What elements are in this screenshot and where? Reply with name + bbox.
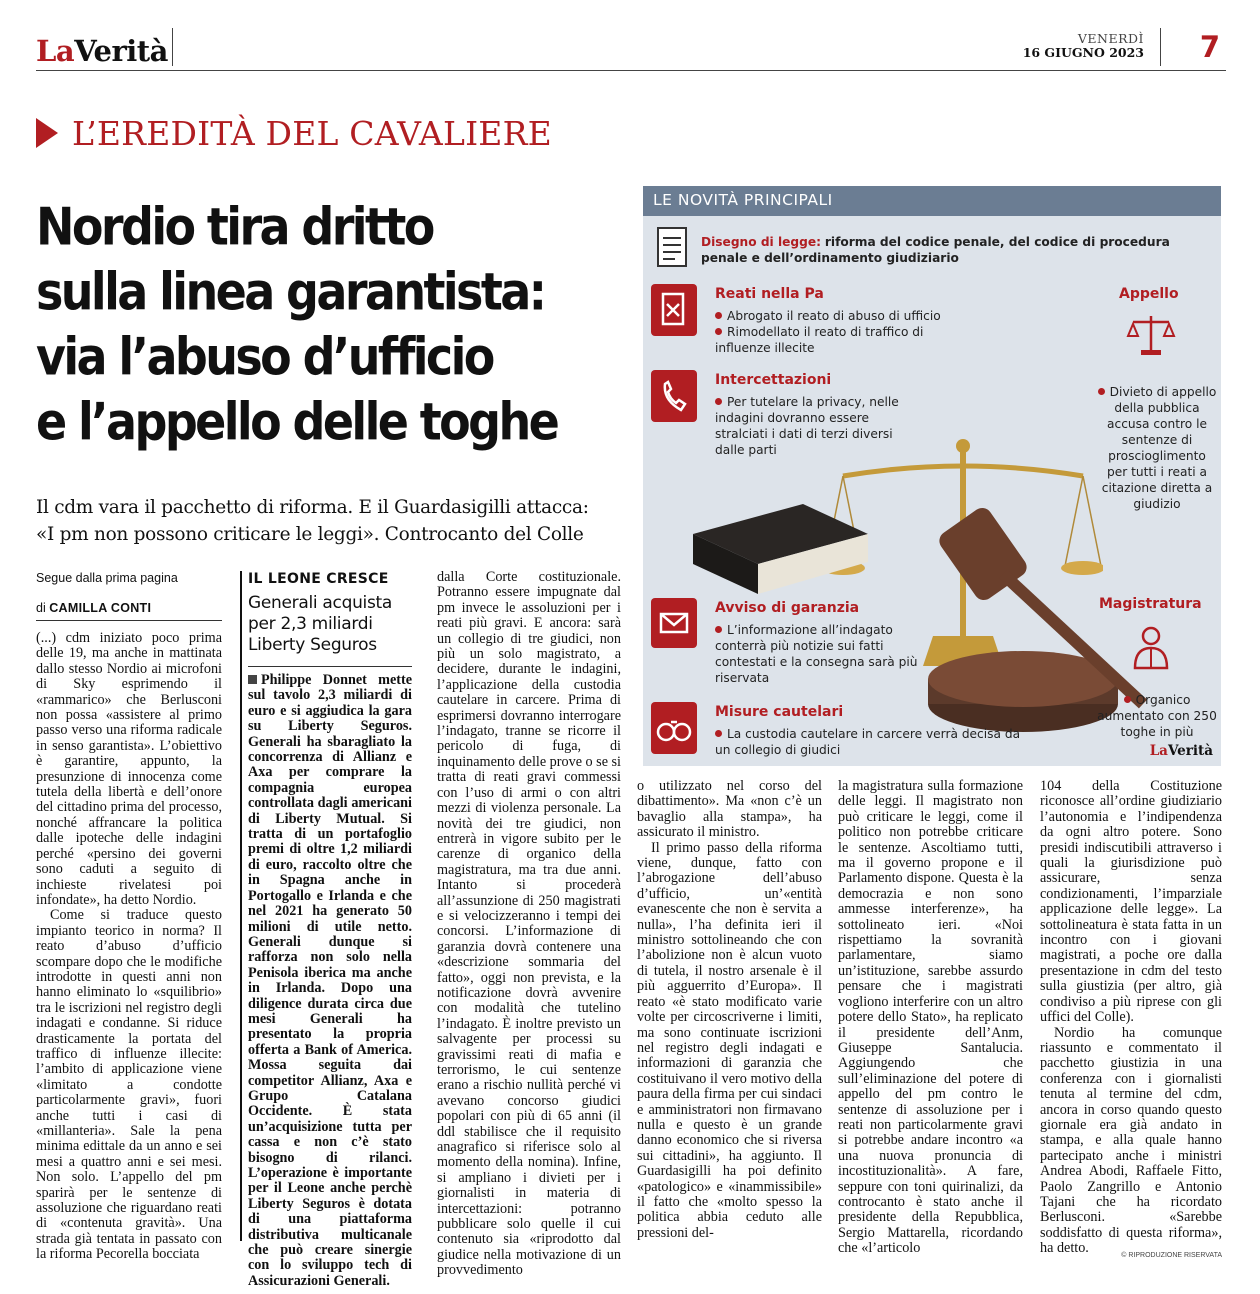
sidebar-body — [248, 673, 412, 1289]
reati-item: Rimodellato il reato di traffico di influenze illecite — [715, 325, 924, 355]
article-paragraph: la magistratura sulla formazione delle leggi. Il magistrato non può criticare le leggi, come il politico non potrebbe criticare le sentenze. Ascoltiamo tutti, ma il governo propone e il Parlamento dispone. Questa è la democrazia e non sono ammesse interferenze», ha sottolineato ieri. «Noi rispettiamo la sovranità parlamentare, siamo un’istituzione, sarebbe assurdo pensare che i magistrati vogliono interferire con un altro potere dello Stato», ha replicato il presidente dell’Anm, Giuseppe Santalucia. Aggiungendo che sull’eliminazione del potere di appello del pm contro le sentenze di assoluzione per i reati non particolarmente gravi si potrebbe andare incontro «a una nuova pronuncia di incostituzionalità». A fare, seppure con toni quirinalizi, da controcanto è stato anche il presidente della Repubblica, Sergio Mattarella, ricordando che «l’articolo — [838, 778, 1023, 1257]
intercettazioni-label: Intercettazioni — [715, 372, 832, 388]
handshake-money-icon — [651, 284, 697, 336]
masthead-rule — [36, 70, 1226, 71]
bullet-icon — [715, 328, 722, 335]
article-paragraph: Nordio ha comunque riassunto e commentato il pacchetto giustizia in una conferenza con i giornalisti tenuta al termine del cdm, ancora in corso quando questo giornale era già andato in stampa, e alla quale hanno partecipato anche i ministri Andrea Abodi, Raffaele Fitto, Paolo Zangrillo e Antonio Tajani che ha ricordato Berlusconi. «Sarebbe soddisfatto di questa riforma», ha detto. — [1040, 1024, 1222, 1257]
envelope-icon — [651, 598, 697, 648]
infographic-brand-logo: LaVerità — [1149, 743, 1213, 759]
bullet-icon — [1098, 388, 1105, 395]
bullet-icon — [715, 626, 722, 633]
page-number: 7 — [1199, 30, 1220, 64]
article-paragraph: Come si traduce questo impianto teorico in norma? Il reato d’abuso d’ufficio scompare dopo che le modifiche introdotte in questi anni non hanno eliminato lo «squilibrio» tra le iscrizioni nel registro degli indagati e condanne. Si riduce drasticamente la portata del traffico di influenze illecite: l’ambito di applicazione viene «limitato a condotte particolarmente gravi», fuori anche tutti i casi di «millanteria». Sale la pena minima edittale da un anno e sei mesi a quattro anni e sei mesi. Non solo. L’appello del pm sparirà per le sentenze di assoluzione che riguardano reati di «contenuta gravità». Una strada già tentata in passato con la riforma Pecorella bocciata — [36, 907, 222, 1263]
article-paragraph: o utilizzato nel corso del dibattimento». Ma «non c’è un bavaglio alla stampa», ha assicurato il ministro. — [637, 778, 822, 841]
square-bullet-icon — [248, 675, 257, 684]
section-arrow-icon — [36, 118, 58, 148]
headline-line: sulla linea garantista: — [36, 261, 545, 322]
article-subhead — [36, 494, 632, 548]
subhead-line: «I pm non possono criticare le leggi». Controcanto del Colle — [36, 524, 584, 545]
section-header — [36, 108, 552, 158]
masthead-divider — [172, 28, 173, 66]
byline-author: CAMILLA CONTI — [49, 601, 152, 615]
infographic — [643, 186, 1221, 766]
ddl-description: riforma del codice penale, del codice di procedura penale e dell’ordinamento giudiziario — [701, 235, 1170, 265]
bullet-icon — [715, 312, 722, 319]
article-paragraph: dalla Corte costituzionale. Potranno essere impugnate dal pm invece le assoluzioni per i reati più gravi. E ancora: sarà un collegio di tre giudici, non più un solo magistrato, a decidere, durante le indagini, l’applicazione della custodia cautelare in carcere. Prima di esprimersi dovranno interrogare l’indagato, tranne se ricorre il pericolo di fuga, di inquinamento delle prove o se si tratta di reati gravi commessi con l’uso di armi o con altri mezzi di violenza personale. La novità dei tre giudici, non entrerà in vigore subito per le carenze di organico della magistratura, ma tra due anni. Intanto si procederà all’assunzione di 250 magistrati e si velocizzeranno i tempi dei concorsi. L’informazione di garanzia dovrà contenere una «descrizione sommaria del fatto», oggi non prevista, e la notificazione dovrà avvenire con modalità che tutelino l’indagato. È inoltre previsto un salvagente per processi su gravissimi reati di mafia e terrorismo, le cui sentenze erano a rischio nullità perché vi avevano concorso giudici popolari con più di 65 anni (il ddl stabilisce che il requisito anagrafico si riferisce solo al momento della nomina). Infine, si ampliano i divieti per i giornalisti in materia di intercettazioni: potranno pubblicare solo quelle il cui contenuto sia «riprodotto dal giudice nella motivazione di un provvedimento — [437, 569, 622, 1279]
byline-rule — [36, 620, 222, 621]
article-paragraph: (...) cdm iniziato poco prima delle 19, ma anche in mattinata dallo stesso Nordio ai microfoni di Sky esprimendo il «rammarico» che Berlusconi non possa «assistere al primo passo verso una riforma radicale in senso garantista». L’obiettivo è garantire, appunto, la presunzione di innocenza come tutela della libertà e dell’onore del cittadino prima del processo, nonché affrancare la politica dalle ipoteche delle indagini perché «persino dei governi sono caduti a seguito di inchieste rivelatesi poi infondate», ha detto Nordio. — [36, 630, 222, 908]
document-icon — [653, 226, 693, 270]
scales-icon — [1125, 312, 1177, 358]
issue-full-date: 16 GIUGNO 2023 — [1022, 45, 1144, 60]
issue-day: VENERDÌ — [1077, 31, 1144, 46]
continued-note: Segue dalla prima pagina — [36, 571, 178, 585]
article-paragraph: 104 della Costituzione riconosce all’ordine giudiziario l’autonomia e l’indipendenza da ogni altro potere. Sono presidi indiscutibili attraverso i quali la giurisdizione può assicurare, senza condizionamenti, l’imparziale applicazione delle legge». La sottolineatura è stata fatta in un incontro con i giovani magistrati, a poche ore dalla presentazione in cdm del testo sulla giustizia (per altro, già condiviso a più riprese con gli uffici del Colle). — [1040, 778, 1222, 1026]
cautelari-body: La custodia cautelare in carcere verrà decisa da un collegio di giudici — [715, 727, 1021, 757]
garanzia-body: L’informazione all’indagato conterrà più notizie sui fatti contestati e la consegna sarà più riservata — [715, 623, 918, 685]
article-column-4 — [637, 779, 822, 1241]
sidebar-headline: Generali acquista per 2,3 miliardi Liberty Seguros — [248, 593, 393, 655]
byline — [36, 601, 151, 615]
article-column-3 — [437, 569, 622, 1279]
bullet-icon — [1124, 696, 1131, 703]
newspaper-logo[interactable]: LaVerità — [36, 34, 168, 68]
sidebar-rule — [248, 666, 412, 667]
section-title: L’EREDITÀ DEL CAVALIERE — [72, 113, 552, 153]
headline-line: Nordio tira dritto — [36, 196, 433, 257]
bullet-icon — [715, 398, 722, 405]
byline-prefix: di — [36, 601, 46, 615]
copyright-notice: © RIPRODUZIONE RISERVATA — [1121, 1252, 1222, 1259]
article-column-5 — [838, 778, 1023, 1257]
sidebar-kicker: IL LEONE CRESCE — [248, 571, 389, 587]
phone-icon — [651, 370, 697, 422]
ddl-text — [701, 234, 1211, 266]
reati-list — [715, 308, 955, 356]
next-article-headline-cropped — [36, 1278, 1226, 1294]
article-headline — [36, 194, 636, 454]
infographic-title: LE NOVITÀ PRINCIPALI — [653, 191, 833, 209]
garanzia-label: Avviso di garanzia — [715, 600, 860, 616]
magistratura-label: Magistratura — [1099, 596, 1202, 612]
appello-label: Appello — [1119, 286, 1179, 302]
appello-body: Divieto di appello della pubblica accusa contro le sentenze di proscioglimento per tutti i reati a citazione diretta a giudizio — [1097, 384, 1217, 512]
masthead — [36, 28, 1226, 76]
headline-line: e l’appello delle toghe — [36, 391, 558, 452]
sidebar-body-text: Philippe Donnet mette sul tavolo 2,3 miliardi di euro e si aggiudica la gara su Liberty Seguros. Generali ha sbaragliato la concorrenza di Allianz e Axa per comprare la compagnia europea controllata dagli americani di Liberty Mutual. Si tratta di un portafoglio premi di oltre 1,2 miliardi di euro, raccolto oltre che in Spagna anche in Portogallo e Irlanda e che nel 2021 ha generato 50 milioni di utile netto. Generali dunque si rafforza non solo nella Penisola iberica ma anche in Irlanda. Dopo una diligence durata circa due mesi Generali ha presentato la propria offerta a Bank of America. Mossa seguita dai competitor Allianz, Axa e Grupo Catalana Occidente. È stata un’acquisizione tutta per cassa e non c’è stato bisogno di rilanci. L’operazione è importante per il Leone anche perchè Liberty Seguros è dotata di una piattaforma distributiva multicanale che può creare sinergie con lo sviluppo tech di Assicurazioni Generali. — [248, 672, 412, 1289]
handcuffs-icon — [651, 702, 697, 754]
subhead-line: Il cdm vara il pacchetto di riforma. E il Guardasigilli attacca: — [36, 497, 589, 518]
reati-label: Reati nella Pa — [715, 286, 824, 302]
judge-icon — [1125, 622, 1177, 674]
intercettazioni-body: Per tutelare la privacy, nelle indagini dovranno essere stralciati i dati di terzi diversi dalle parti — [715, 395, 899, 457]
cautelari-label: Misure cautelari — [715, 704, 844, 720]
sidebar-box — [240, 571, 412, 1289]
bullet-icon — [715, 730, 722, 737]
book-illustration — [683, 494, 873, 604]
magistratura-body: Organico aumentato con 250 toghe in più — [1097, 693, 1217, 739]
article-column-1 — [36, 630, 222, 1263]
reati-item: Abrogato il reato di abuso di ufficio — [715, 308, 955, 324]
masthead-divider — [1160, 28, 1161, 66]
ddl-label: Disegno di legge: — [701, 235, 822, 249]
headline-line: via l’abuso d’ufficio — [36, 326, 493, 387]
article-paragraph: Il primo passo della riforma viene, dunque, fatto con l’abrogazione dell’abuso d’ufficio, un’«entità evanescente che non è servita a nulla», l’ha definita ieri il ministro sottolineando che con l’abolizione non è alcun vuoto di tutela, il nostro arsenale è il più agguerrito d’Europa». Il reato «è stato modificato varie volte per circoscriverne i limiti, ma sono continuate iscrizioni nel registro degli indagati e informazioni di garanzia che costituivano il vero motivo della paura della firma per cui sindaci e amministratori non firmavano nulla e questo è un grande danno economico che si riversa sui cittadini», ha aggiunto. Il Guardasigilli ha poi definito «patologico» e «inammissibile» il fatto che «molto spesso la politica abbia ceduto alle pressioni del- — [637, 839, 822, 1241]
issue-date — [1023, 32, 1144, 60]
